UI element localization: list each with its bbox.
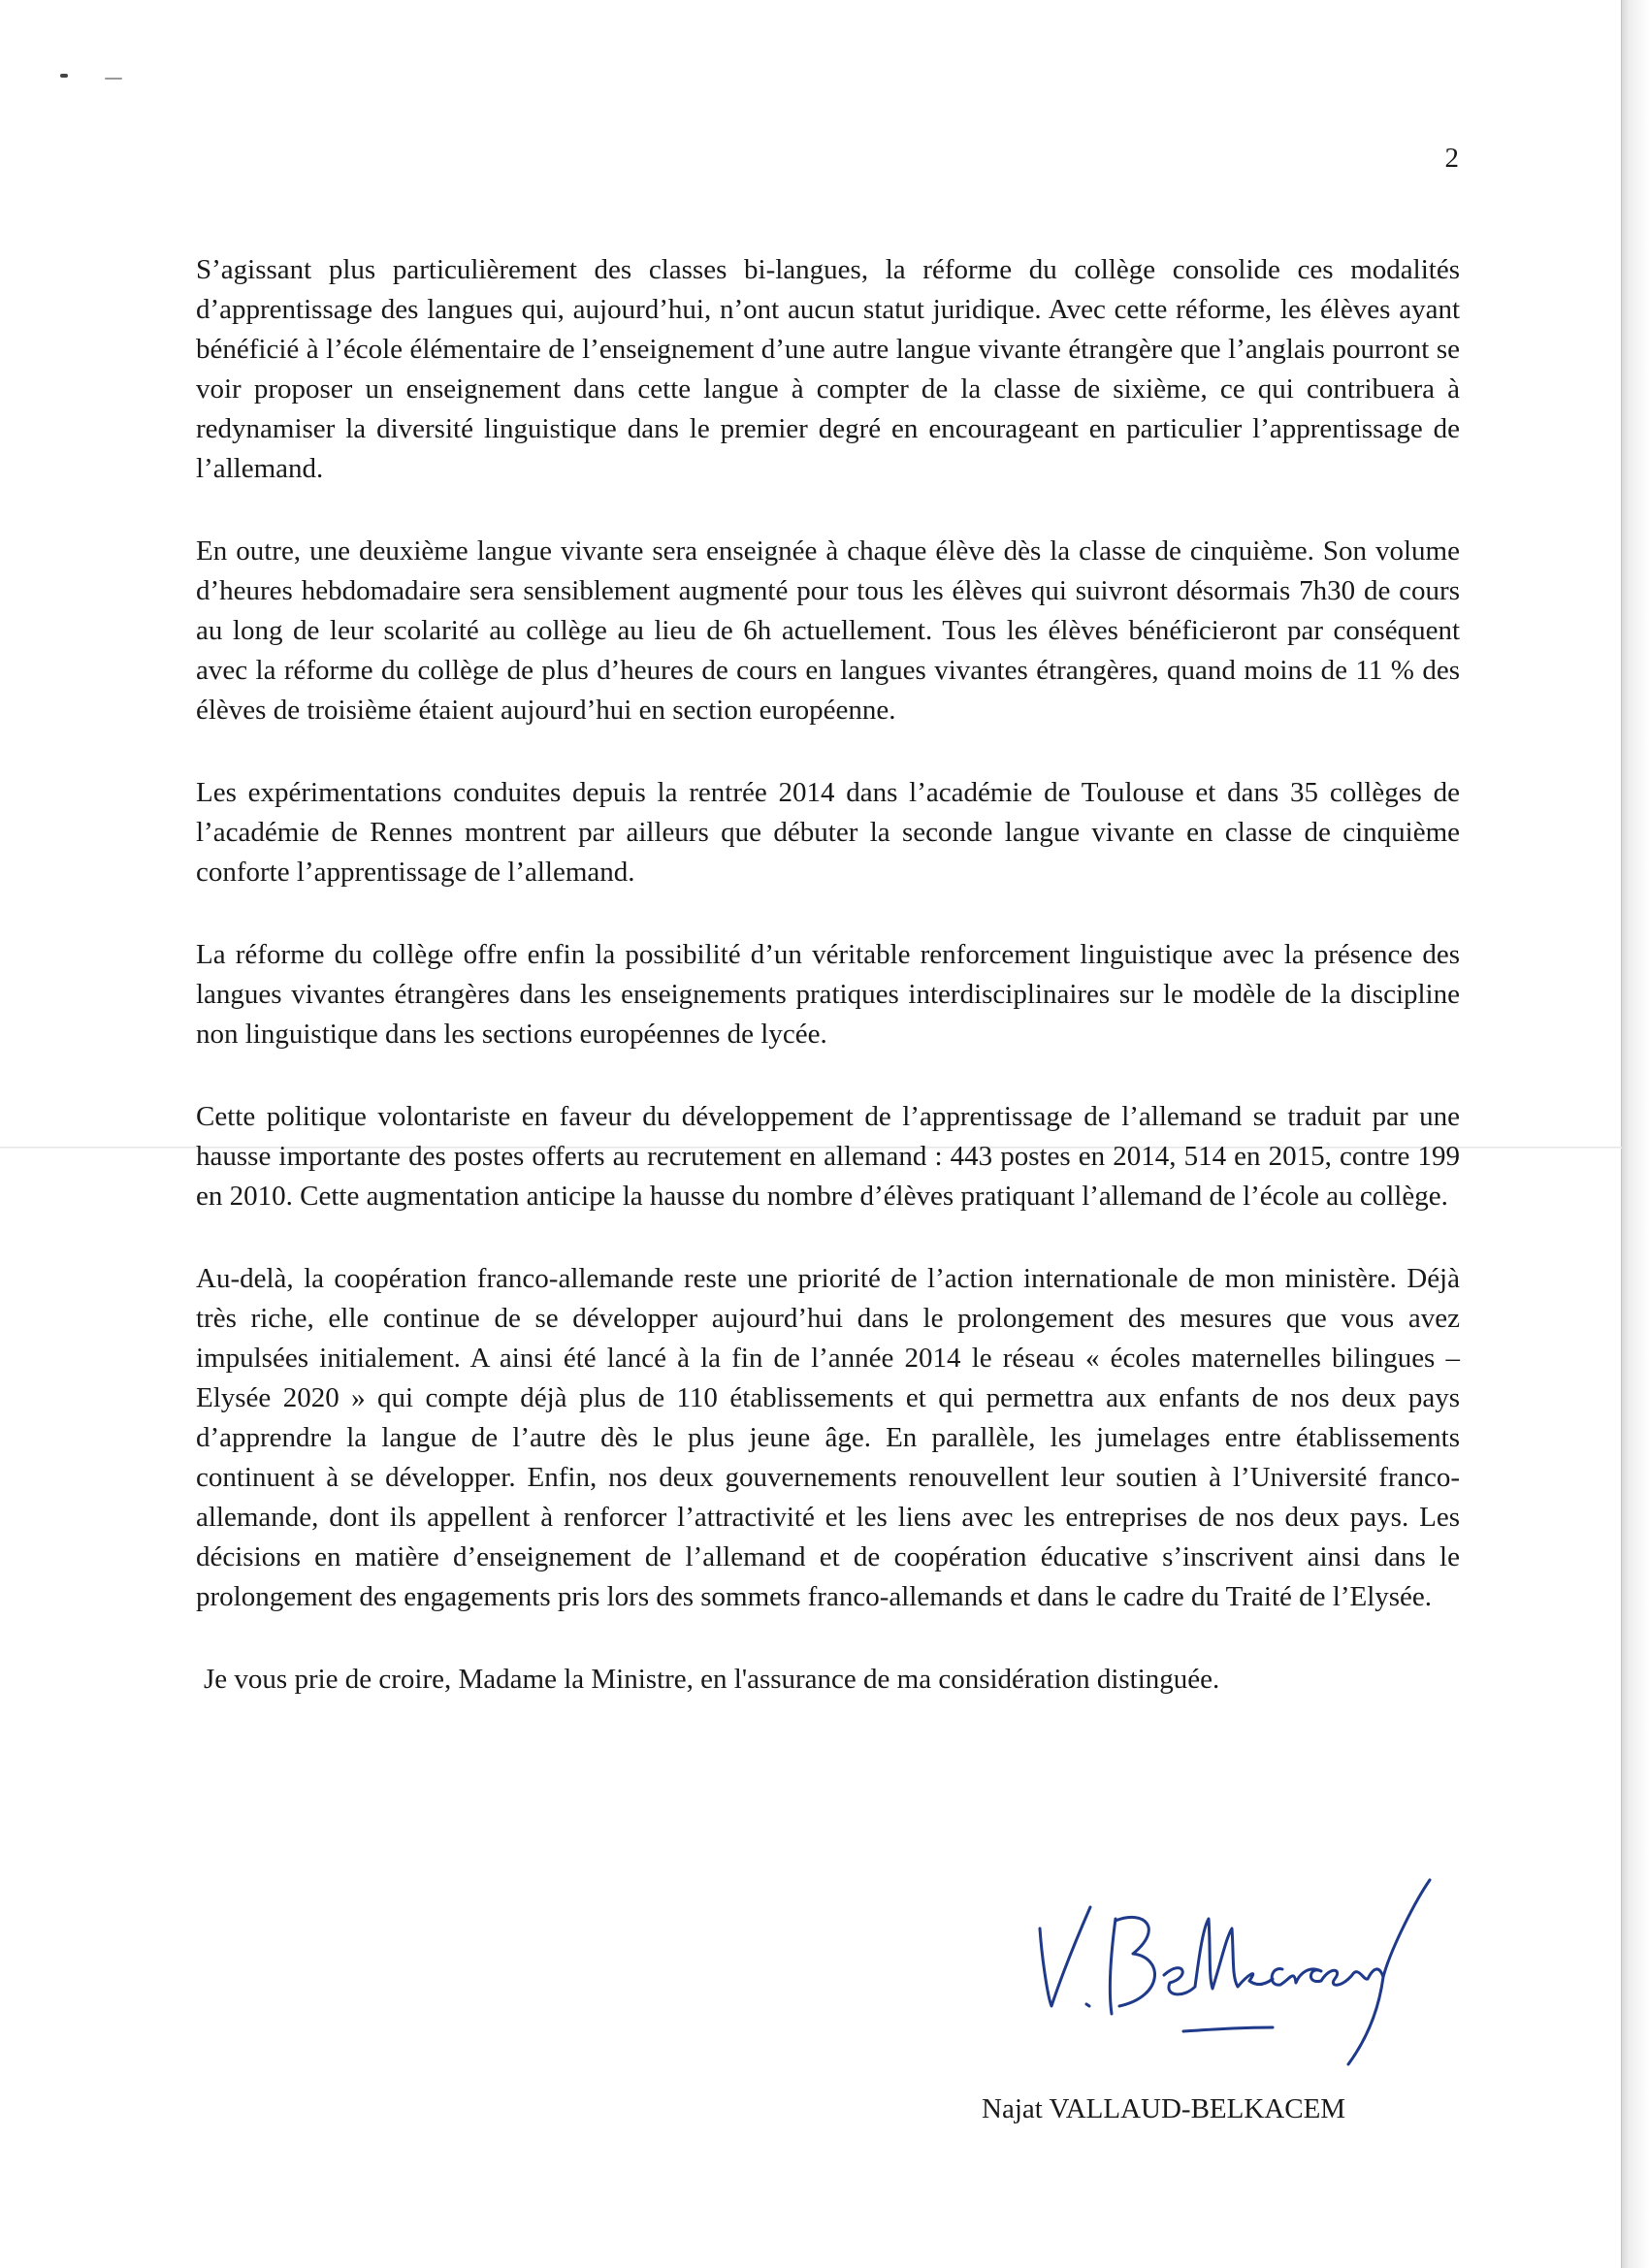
signature-stroke — [1086, 2004, 1089, 2006]
paragraph-recruitment: Cette politique volontariste en faveur du développement de l’apprentissage de l’allemand se traduit par une hausse importante des postes offerts au recrutement en allemand : 443 postes en 2014, 514 en 2015, contre 199 en 2010. Cette augmentation anticipe la hausse du nombre d’élèves pratiquant l’allemand de l’école au collège. — [196, 1101, 1460, 1212]
signature-stroke — [1272, 1880, 1430, 1985]
scan-speck — [60, 74, 68, 78]
signature-stroke — [1040, 1907, 1090, 2006]
scan-speck — [105, 78, 122, 80]
paragraph-reinforcement: La réforme du collège offre enfin la possibilité d’un véritable renforcement linguistique avec la présence des langues vivantes étrangères dans les enseignements pratiques interdisciplinaires sur le modèle de la discipline non linguistique dans les sections européennes de lycée. — [196, 939, 1460, 1050]
signer-name: Najat VALLAUD-BELKACEM — [982, 2093, 1346, 2124]
signature-stroke — [1164, 1919, 1273, 1994]
handwritten-signature — [1018, 1861, 1474, 2093]
signature-stroke — [1110, 1917, 1154, 2014]
paragraph-cooperation: Au-delà, la coopération franco-allemande reste une priorité de l’action internationale de mon ministère. Déjà très riche, elle continue de se développer aujourd’hui dans le prolongement des mesures que vous avez impulsées initialement. A ainsi été lancé à la fin de l’année 2014 le réseau « écoles maternelles bilingues – Elysée 2020 » qui compte déjà plus de 110 établissements et qui permettra aux enfants de nos deux pays d’apprendre la langue de l’autre dès le plus jeune âge. En parallèle, les jumelages entre établissements continuent à se développer. Enfin, nos deux gouvernements renouvellent leur soutien à l’Université franco-allemande, dont ils appellent à renforcer l’attractivité et les liens avec les entreprises de nos deux pays. Les décisions en matière d’enseignement de l’allemand et de coopération éducative s’inscrivent ainsi dans le prolongement des engagements pris lors des sommets franco-allemands et dans le cadre du Traité de l’Elysée. — [196, 1263, 1460, 1612]
signature-stroke — [1183, 2027, 1273, 2031]
scan-page-edge — [1621, 0, 1649, 2268]
page-number: 2 — [1444, 143, 1459, 174]
signature-stroke — [1348, 1977, 1383, 2064]
letter-body — [196, 250, 1460, 1700]
paragraph-bilingual-classes: S’agissant plus particulièrement des classes bi-langues, la réforme du collège consolide ces modalités d’apprentissage des langues qui, aujourd’hui, n’ont aucun statut juridique. Avec cette réforme, les élèves ayant bénéficié à l’école élémentaire de l’enseignement d’une autre langue vivante étrangère que l’anglais pourront se voir proposer un enseignement dans cette langue à compter de la classe de sixième, ce qui contribuera à redynamiser la diversité linguistique dans le premier degré en encourageant en particulier l’apprentissage de l’allemand. — [196, 254, 1460, 484]
paragraph-second-language: En outre, une deuxième langue vivante sera enseignée à chaque élève dès la classe de cinquième. Son volume d’heures hebdomadaire sera sensiblement augmenté pour tous les élèves qui suivront désormais 7h30 de cours au long de leur scolarité au collège au lieu de 6h actuellement. Tous les élèves bénéficieront par conséquent avec la réforme du collège de plus d’heures de cours en langues vivantes étrangères, quand moins de 11 % des élèves de troisième étaient aujourd’hui en section européenne. — [196, 535, 1460, 726]
closing-formula: Je vous prie de croire, Madame la Ministre, en l'assurance de ma considération distinguée. — [204, 1664, 1220, 1695]
signature-drawing — [1018, 1861, 1474, 2093]
paragraph-experiments: Les expérimentations conduites depuis la rentrée 2014 dans l’académie de Toulouse et dans 35 collèges de l’académie de Rennes montrent par ailleurs que débuter la seconde langue vivante en classe de cinquième conforte l’apprentissage de l’allemand. — [196, 777, 1460, 888]
